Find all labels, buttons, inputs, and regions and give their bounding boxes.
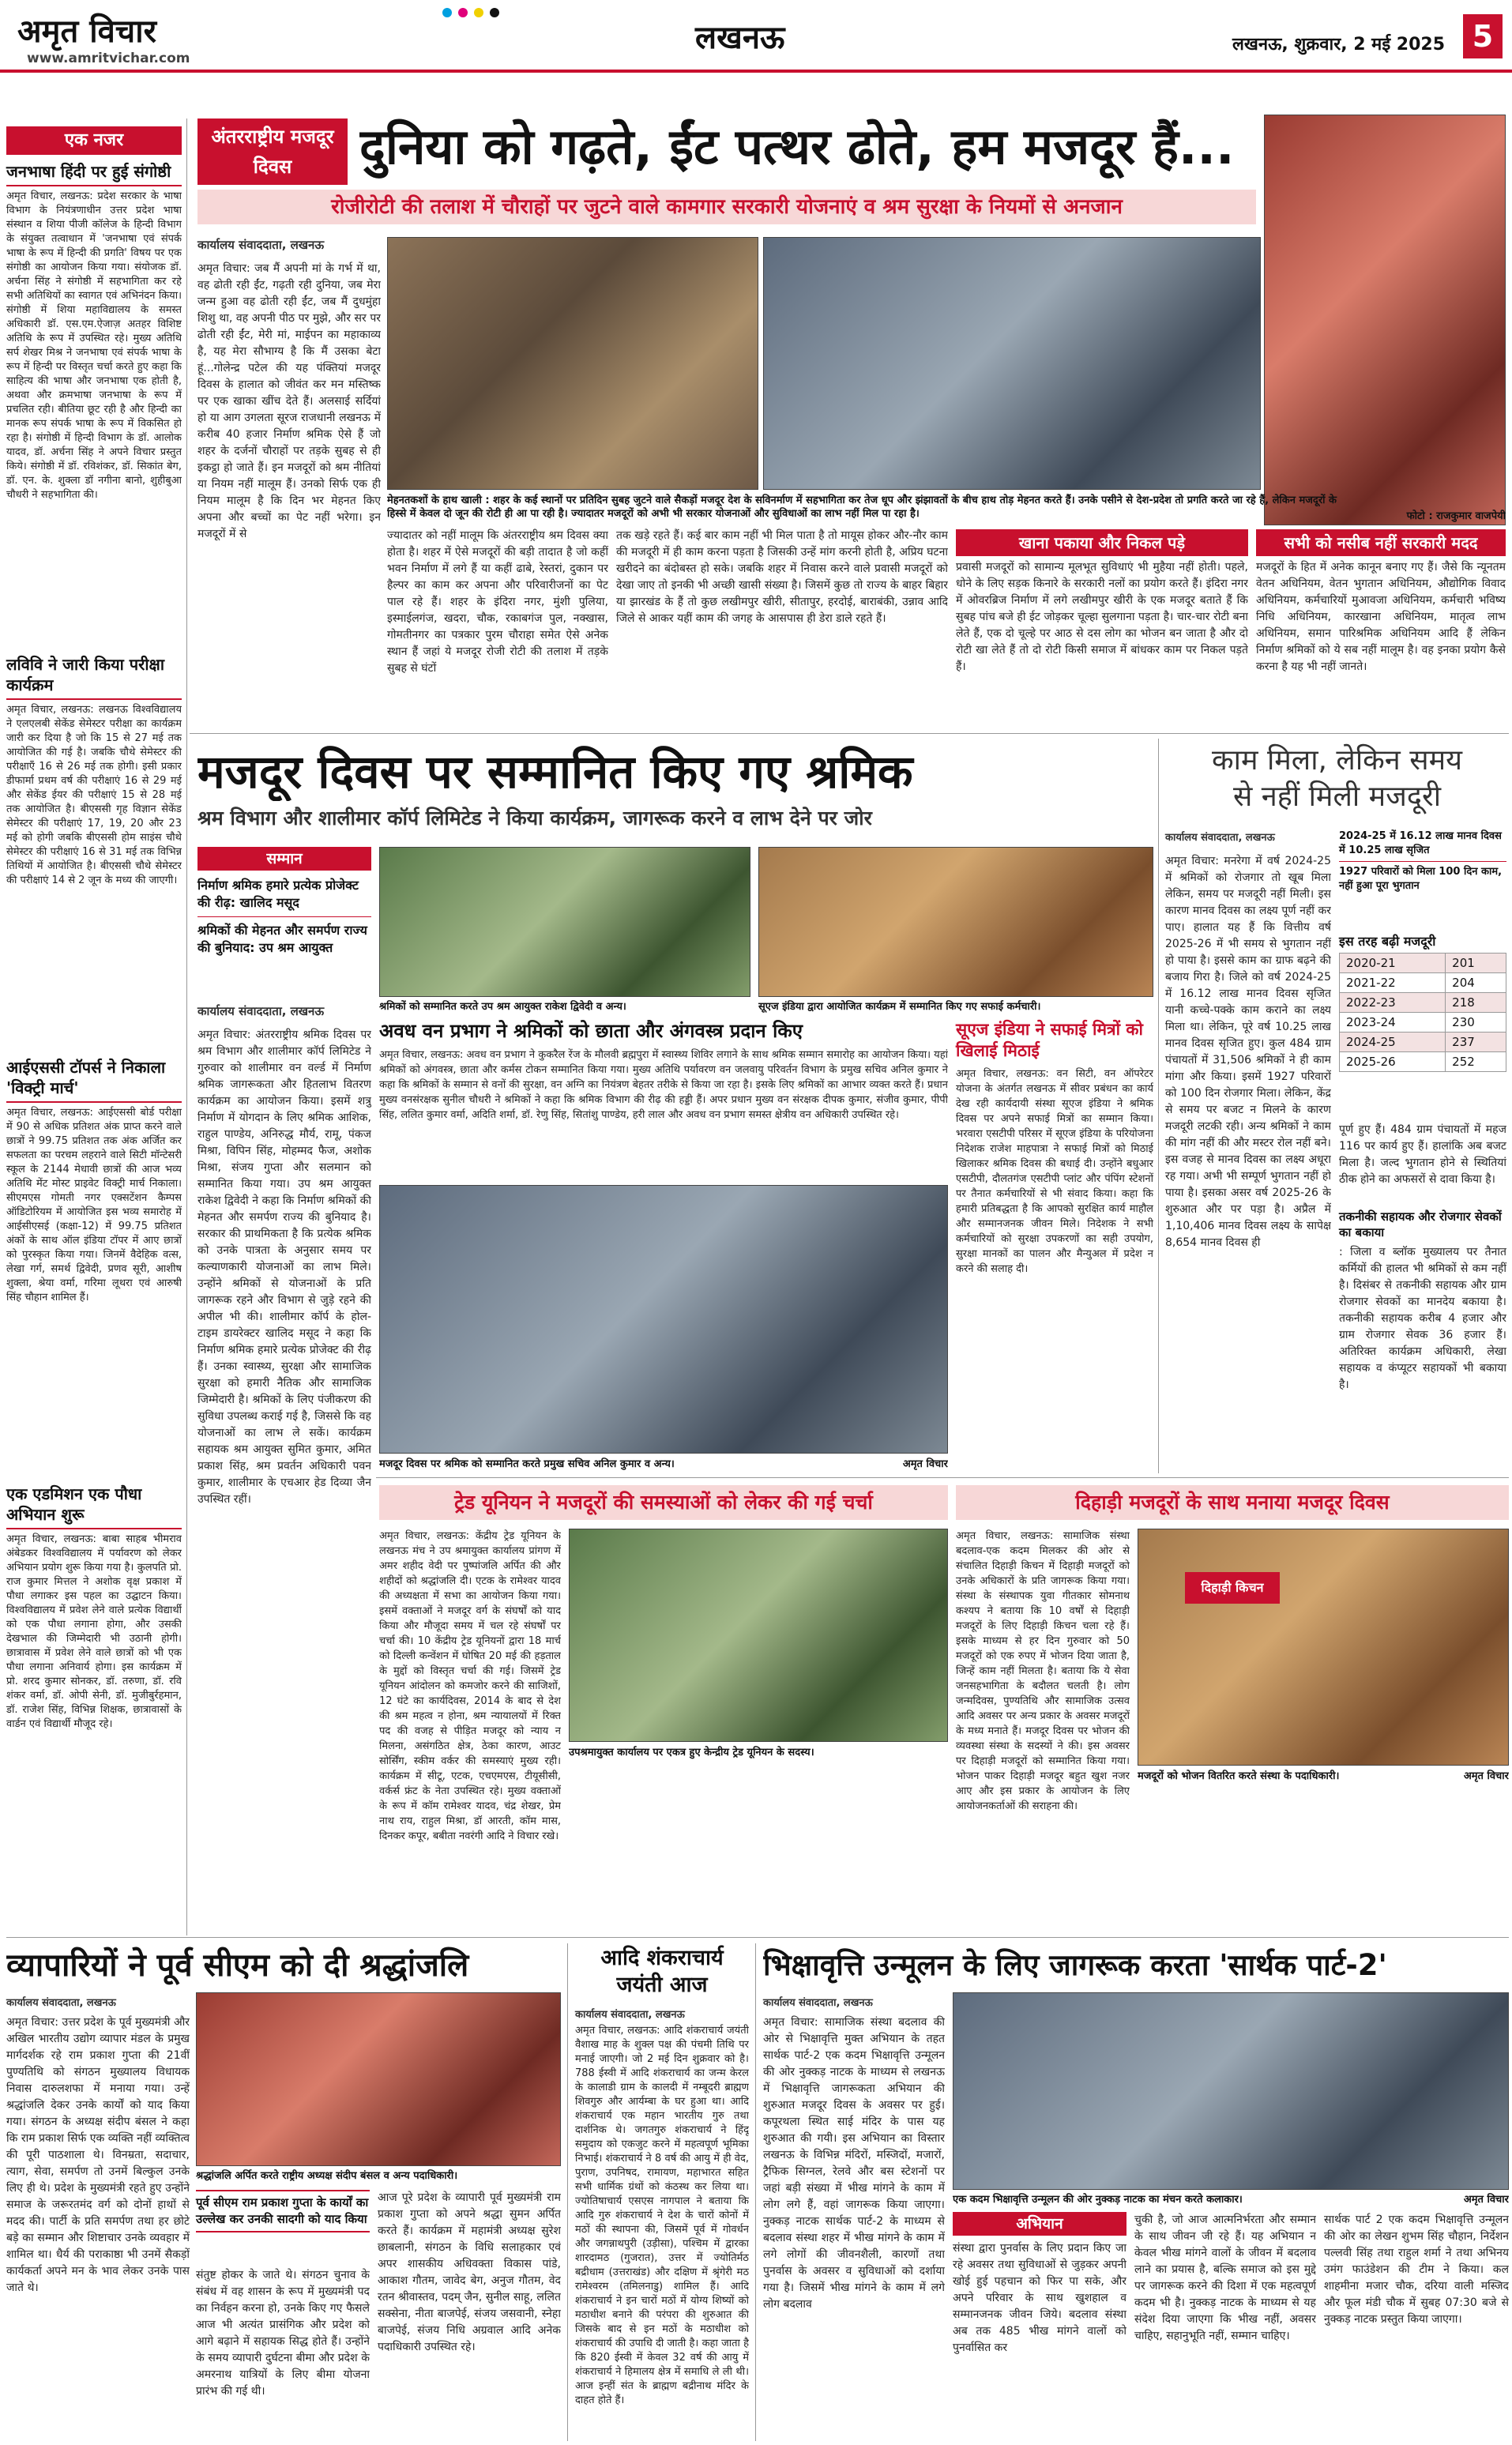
kaam-body: : जिला व ब्लॉक मुख्यालय पर तैनात कर्मियों की हालत भी श्रमिकों से कम नहीं है। दिसंबर से तकनीकी सहायक और ग्राम रोजगार सेवकों का मानदेय बकाया है। तकनीकी सहायक करीब 4 हजार और ग्राम रोजगार सेवक 36 हजार हैं। अतिरिक्त कार्यक्रम अधिकारी, लेखा सहायक व कंप्यूटर सहायकों भी बकाया है। [1339, 1246, 1506, 1391]
brief-title: लविवि ने जारी किया परीक्षा कार्यक्रम [6, 654, 182, 700]
vyapari-pull-quote: पूर्व सीएम राम प्रकाश गुप्ता के कार्यों का उल्लेख कर उनकी सादगी को याद किया [196, 2190, 370, 2232]
bhiksha-photo-street-play [953, 1992, 1509, 2190]
lead-body: ज्यादातर को नहीं मालूम कि अंतरराष्ट्रीय श्रम दिवस क्या होता है। शहर में ऐसे मजदूरों की बड़ी तादात है जो कहीं भवन निर्माण में लगे हैं या कहीं ढाबे, रेस्तरां, दुकान पर हैल्पर का काम कर अपना और परिवारीजनों का पेट पाल रहे हैं। शहर के इंदिरा नगर, मुंशी पुलिया, इस्माईलगंज, खदरा, चौक, रकाबगंज पुल, नक्खास, गोमतीनगर का पत्रकार पुरम चौराहा समेत ऐसे अनेक स्थान हैं जहां ये मजदूर रोजी रोटी की तलाश में तड़के सुबह से घंटों [387, 529, 608, 675]
registration-mark-icon [458, 8, 468, 17]
box-body: प्रवासी मजदूरों को सामान्य मूलभूत सुविधाएं भी मुहैया नहीं होती। पहले, धोने के लिए सड़क किनारे के सरकारी नलों का प्रयोग करते हैं। इंदिरा नगर में ओवरब्रिज निर्माण में लगे लखीमपुर खीरी के एक मजदूर बताते हैं कि सुबह पांच बजे ही ईट जोड़कर चूल्हा सुलगाना पड़ता है। चार-चार रोटी बना लेते हैं, एक दो चूल्हे पर आठ से दस लोग का भोजन बन जाता है और दो रोटी खा लेते हैं तो दो रोटी किसी समाज में बांधकर काम पर निकल पड़ते हैं। [956, 561, 1248, 673]
photo-credit: अमृत विचार [1463, 2194, 1509, 2206]
kaam-headline-line2: से नहीं मिली मजदूरी [1232, 781, 1442, 813]
bullet-item: 2024-25 में 16.12 लाख मानव दिवस में 10.25 लाख सृजित [1339, 829, 1506, 862]
lead-tag: अंतरराष्ट्रीय मजदूर दिवस [197, 118, 348, 185]
bhiksha-body: सार्थक पार्ट 2 एक कदम भिक्षावृत्ति उन्मूलन की ओर का लेखन शुभम सिंह चौहान, निर्देशन पल्लवी सिंह तथा राहुल शर्मा ने तथा अभिनय उमंग फाउंडेशन की टीम ने किया। कल शाहमीना मजार चौक, दरिया वाली मस्जिद और फूल मंडी चौक में सुबह 07:30 बजे से नुक्कड़ नाटक प्रस्तुत किया जाएगा। [1324, 2214, 1509, 2326]
brief-body: अमृत विचार, लखनऊ: बाबा साहब भीमराव अंबेडकर विश्वविद्यालय में पर्यावरण को लेकर अभियान प्रयोग शुरू किया गया है। कुलपति प्रो. राज कुमार मित्तल ने अशोक वृक्ष प्रकाश में पौधा लगाकर इस पहल का उद्घाटन किया। विश्वविद्यालय में प्रवेश लेने वाले प्रत्येक विद्यार्थी को एक पौधा लगाना होगा, और उसकी देखभाल की जिम्मेदारी भी उठानी होगी। छात्रावास में प्रवेश लेने वाले छात्रों को भी एक पौधा लगाना अनिवार्य होगा। इस कार्यक्रम में प्रो. शरद कुमार सोनकर, डॉ. तरुणा, डॉ. रवि शंकर वर्मा, डॉ. ओपी सेनी, डॉ. मुजीबुर्रहमान, डॉ. राजेश सिंह, विभिन्न शिक्षक, छात्रावासों के वार्डन एवं विद्यार्थी मौजूद रहे। [6, 1533, 182, 1730]
table-row: 2025-26 252 [1340, 1052, 1506, 1072]
table-row: 2023-24 230 [1340, 1013, 1506, 1033]
website-link[interactable]: www.amritvichar.com [27, 51, 190, 66]
vyapari-byline: कार्यालय संवाददाता, लखनऊ [6, 1997, 116, 2009]
photo-credit: अमृत विचार [902, 1458, 948, 1470]
kaam-subhead: तकनीकी सहायक और रोजगार सेवकों का बकाया [1339, 1209, 1502, 1239]
masthead [0, 0, 1512, 73]
bhiksha-byline: कार्यालय संवाददाता, लखनऊ [763, 1997, 873, 2009]
lead-body: अमृत विचार: जब मैं अपनी मां के गर्भ में था, वह ढोती रही ईंट, गढ़ती रही दुनिया, जब मेरा जन्म हुआ वह ढोती रही ईंट, जब मैं दुधमुंहा शिशु था, वह अपनी पीठ पर मुझे, और सर पर ढोती रही ईंट, मेरी मां, माईपन का महाकाव्य है, यह मेरा सौभाग्य है कि मैं उसका बेटा हूं...गोलेन्द्र पटेल की यह पंक्तियां मजदूर दिवस के हालात को जीवंत कर मन मस्तिष्क पर एक खाका खींच देते हैं। अलसाई सर्दियां हो या आग उगलता सूरज राजधानी लखनऊ में करीब 40 हजार निर्माण श्रमिक ऐसे हैं जो शहर के दर्जनों चौराहों पर तड़के सुबह से ही इकट्ठा हो जाते हैं। इन मजदूरों को श्रम नीतियां या नियम नहीं मालूम हैं। उनको सिर्फ एक ही नियम मालूम है कि दिन भर मेहनत किए अपना और बच्चों का पेट नहीं भरेगा। इन मजदूरों में से [197, 262, 381, 540]
section-divider [6, 1937, 1509, 1938]
vyapari-body: संतुष्ट होकर के जाते थे। संगठन चुनाव के संबंध में वह शासन के रूप में मुख्यमंत्री पद का निर्वहन करना हो, उनके किए गए फैसले आज भी अत्यंत प्रासंगिक और प्रदेश को आगे बढ़ाने में सहायक सिद्ध होते हैं। उन्होंने के समय व्यापारी दुर्घटना बीमा और प्रदेश के अमरनाथ यात्रियों के लिए बीमा योजना प्रारंभ की गई थी। [196, 2269, 370, 2398]
brief-title: जनभाषा हिंदी पर हुई संगोष्ठी [6, 161, 182, 186]
registration-mark-icon [490, 8, 499, 17]
sidebar-section-title: एक नजर [6, 126, 182, 155]
dihadi-photo-food [1138, 1529, 1509, 1766]
adi-body: अमृत विचार, लखनऊ: आदि शंकराचार्य जयंती वैशाख माह के शुक्ल पक्ष की पंचमी तिथि पर मनाई जाएगी। जो 2 मई दिन शुक्रवार को है। 788 ईस्वी में आदि शंकराचार्य का जन्म केरल के कालाडी ग्राम के कालदी में नम्बूदरी ब्राह्मण शिवगुरु और आर्यम्बा के घर हुआ था। आदि शंकराचार्य एक महान भारतीय गुरु तथा दार्शनिक थे। जगतगुरु शंकराचार्य ने हिंदू समुदाय को एकजुट करने में महत्वपूर्ण भूमिका निभाई। शंकराचार्य ने 8 वर्ष की आयु में ही वेद, पुराण, उपनिषद, रामायण, महाभारत सहित सभी धार्मिक ग्रंथों को कंठस्थ कर लिया था। ज्योतिषाचार्य एसएस नागपाल ने बताया कि आदि गुरु शंकराचार्य ने देश के चारों कोनों में मठों की स्थापना की, जिसमें पूर्व में गोवर्धन और जगन्नाथपुरी (उड़ीसा), पश्चिम में द्वारका शारदामठ (गुजरात), उत्तर में ज्योतिर्मठ बद्रीधाम (उत्तराखंड) और दक्षिण में श्रृंगेरी मठ रामेश्वरम (तमिलनाडु) शामिल हैं। आदि शंकराचार्य ने इन चारों मठों में योग्य शिष्यों को मठाधीश बनाने की परंपरा की शुरुआत की जिसके बाद से इन मठों के मठाधीश को शंकराचार्य की उपाधि दी जाती है। कहा जाता है कि 820 ईस्वी में केवल 32 वर्ष की आयु में शंकराचार्य ने हिमालय क्षेत्र में समाधि ले ली थी। आज इन्हीं संत के ब्राह्मण बद्रीनाथ मंदिर के दाहत होते हैं। [575, 2025, 749, 2406]
kaam-headline-line1: काम मिला, लेकिन समय [1212, 744, 1462, 777]
column-divider [755, 1943, 756, 2441]
wage-table-grid [1339, 953, 1506, 1072]
photo-caption: मजदूरों को भोजन वितरित करते संस्था के पदाधिकारी। [1138, 1770, 1340, 1782]
suez-headline: सूएज इंडिया ने सफाई मित्रों को खिलाई मिठाई [956, 1020, 1143, 1060]
second-body: अमृत विचार: अंतरराष्ट्रीय श्रमिक दिवस पर श्रम विभाग और शालीमार कॉर्प लिमिटेड ने गुरुवार को शालीमार वन वर्ल्ड में निर्माण श्रमिक जागरूकता और हितलाभ वितरण कार्यक्रम का आयोजन किया। इसमें शत्रु निर्माण में योगदान के लिए श्रमिक आशिक, राहुल पाण्डेय, अनिरुद्ध मौर्य, रामू, पंकज मिश्रा, विपिन सिंह, मोहम्मद फैज, अशोक मिश्रा, संजय गुप्ता और सलमान को सम्मानित किया गया। उप श्रम आयुक्त राकेश द्विवेदी ने कहा कि निर्माण श्रमिकों की मेहनत और समर्पण राज्य की बुनियाद है। सरकार की प्राथमिकता है कि प्रत्येक श्रमिक को उनके पात्रता के अनुसार समय पर कल्याणकारी योजनाओं का लाभ मिले। उन्होंने श्रमिकों से योजनाओं के प्रति जागरूक रहने और विभाग से जुड़े रहने की अपील भी की। शालीमार कॉर्प के होल-टाइम डायरेक्टर खालिद मसूद ने कहा कि निर्माण श्रमिक हमारे प्रत्येक प्रोजेक्ट की रीढ़ हैं। उनका स्वास्थ्य, सुरक्षा और सामाजिक सुरक्षा को हमारी नैतिक और सामाजिक जिम्मेदारी है। श्रमिकों के लिए पंजीकरण की सुविधा उपलब्ध कराई गई है, जिससे कि वह योजनाओं का लाभ ले सकें। कार्यक्रम सहायक श्रम आयुक्त सुमित कुमार, अमित प्रकाश सिंह, श्रम प्रवर्तन अधिकारी पवन कुमार, शालीमार के एचआर हेड दिव्या जैन उपस्थित रहीं। [197, 1029, 371, 1506]
newspaper-logo: अमृत विचार [17, 13, 156, 50]
table-row: 2022-23 218 [1340, 993, 1506, 1013]
trade-body: अमृत विचार, लखनऊ: केंद्रीय ट्रेड यूनियन के लखनऊ मंच ने उप श्रमायुक्त कार्यालय प्रांगण में अमर शहीद वेदी पर पुष्पांजलि अर्पित की और शहीदों को श्रद्धांजलि दी। एटक के रामेश्वर यादव की अध्यक्षता में सभा का आयोजन किया गया। इसमें वक्ताओं ने मजदूर वर्ग के संघर्षों को याद किया और मौजूदा समय में चल रहे संघर्षों पर चर्चा की। 10 केंद्रीय ट्रेड यूनियनों द्वारा 18 मार्च को दिल्ली कन्वेंशन में घोषित 20 मई की हड़ताल के मुद्दों को विस्तृत चर्चा की गई। जिसमें ट्रेड यूनियन आंदोलन को कमजोर करने की साजिशों, 12 घंटे का कार्यदिवस, 2014 के बाद से देश की श्रम महत्व न होना, श्रम न्यायालयों में रिक्त पद की वजह से पीड़ित मजदूर को न्याय न मिलना, असंगठित क्षेत्र, ठेका कारण, आउट सोर्सिंग, स्कीम वर्कर की समस्याएं मुख्य रही। कार्यक्रम में सीटू, एटक, एचएमएस, टीयूसीसी, वर्कर्स फ्रंट के नेता उपस्थित रहे। मुख्य वक्ताओं के रूप में कॉम रामेश्वर यादव, चंद्र शेखर, प्रेम नाथ राय, राहुल मिश्रा, डॉ आरती, कॉम मास, दिनकर कपूर, बबीता नवरंगी आदि ने विचार रखे। [379, 1530, 561, 1842]
photo-credit: फोटो : राजकुमार वाजपेयी [1406, 510, 1506, 522]
dihadi-body: अमृत विचार, लखनऊ: सामाजिक संस्था बदलाव-एक कदम मिलकर की ओर से संचालित दिहाड़ी किचन में दिहाड़ी मजदूरों को उनके अधिकारों के प्रति जागरूक किया गया। संस्था के संस्थापक युवा गीतकार सोमनाथ कश्यप ने बताया कि 10 वर्षों से दिहाड़ी मजदूरों के लिए दिहाड़ी किचन चला रहे हैं। इसके माध्यम से हर दिन गुरुवार को 50 मजदूरों को एक रुपए में भोजन दिया जाता है, जिन्हें काम नहीं मिलता है। बताया कि ये सेवा जनसहभागिता के बदौलत चलती है। लोग जन्मदिवस, पुण्यतिथि और सामाजिक उत्सव आदि अवसर पर अन्य प्रकार के अवसर मजदूरों के मध्य मनाते हैं। मजदूर दिवस पर भोजन की व्यवस्था संस्था के सदस्यों ने की। इस अवसर पर दिहाड़ी मजदूरों को सम्मानित किया गया। भोजन पाकर दिहाड़ी मजदूर बहुत खुश नजर आए और इस प्रकार के आयोजन के लिए आयोजनकर्ताओं की सराहना की। [956, 1530, 1130, 1812]
campaign-label: अभियान [953, 2212, 1126, 2236]
left-sidebar [6, 126, 182, 1935]
edition-city: लखनऊ [695, 20, 785, 56]
section-divider [190, 733, 1509, 734]
lead-photo-brick-worker [1264, 115, 1506, 525]
lead-body: तक खड़े रहते हैं। कई बार काम नहीं भी मिल पाता है तो मायूस होकर और-नौर काम की मजदूरी में ही काम करना पड़ता है जिसकी उन्हें मांग करनी होती है, अप्रिय घटना खरीदने का बंदोबस्त हो सके। जबकि शहर में निवास करने वाले प्रवासी मजदूरों को देखा जाए तो इनकी भी अच्छी खासी संख्या है। जिसमें कुछ तो राज्य के बाहर बिहार या झारखंड के हैं तो कुछ लखीमपुर खीरी, सीतापुर, हरदोई, बाराबंकी, उन्नाव आदि जिले से आकर यहीं काम की जगह के आसपास ही डेरा डाले रहते हैं। [616, 529, 948, 625]
photo-credit: अमृत विचार [1463, 1770, 1509, 1782]
photo-caption: मजदूर दिवस पर श्रमिक को सम्मानित करते प्रमुख सचिव अनिल कुमार व अन्य। [379, 1458, 675, 1470]
lead-byline: कार्यालय संवाददाता, लखनऊ [197, 238, 325, 252]
honour-label: सम्मान [197, 847, 371, 871]
wage-table-title: इस तरह बढ़ी मजदूरी [1339, 934, 1436, 949]
bullet-item: निर्माण श्रमिक हमारे प्रत्येक प्रोजेक्ट की रीढ़: खालिद मसूद [197, 877, 371, 917]
brief-body: अमृत विचार, लखनऊ: लखनऊ विश्वविद्यालय ने एलएलबी सेकेंड सेमेस्टर परीक्षा का कार्यक्रम जारी कर दिया है जो कि 15 से 27 मई तक आयोजित की गई है। जबकि चौथे सेमेस्टर की परीक्षाएँ 16 से 26 मई तक होगी। इसी प्रकार डीफार्मा प्रथम वर्ष की परीक्षाएं 16 से 29 मई और सेकेंड ईयर की परीक्षाएं 15 से 28 मई तक आयोजित है। बीएससी गृह विज्ञान सेकेंड सेमेस्टर की परीक्षाएं 17, 19, 20 और 23 मई को होगी जबकि बीएससी होम साइंस चौथे सेमेस्टर की परीक्षाएं 16 से 31 मई तक विभिन्न तिथियों में आयोजित है। बीएससी चौथे सेमेस्टर की परीक्षाएं 14 से 2 जून के मध्य की जाएगी। [6, 704, 182, 886]
table-row: 2020-21 201 [1340, 954, 1506, 973]
avadh-body: अमृत विचार, लखनऊ: अवध वन प्रभाग ने कुकरैल रेंज के मौलवी ब्रह्मपुरा में स्वास्थ्य शिविर लगाने के साथ श्रमिक सम्मान समारोह का आयोजन किया। यहां श्रमिकों को अंगवस्त्र, छाता और कर्मस टोकन सम्मानित किया गया। मुख्य अतिथि पर्यावरण वन जलवायु परिवर्तन विभाग के प्रमुख सचिव अनिल कुमार ने कहा कि श्रमिकों के सम्मान से वनों की सुरक्षा, वन अग्नि का नियंत्रण बेहतर तरीके से किया जा रहा है। इसके लिए श्रमिकों का आभार व्यक्त करते हैं। प्रधान मुख्य वनसंरक्षक सुनील चौधरी ने श्रमिकों ने कहा कि श्रमिक विभाग की रीढ़ की हड्डी हैं। अपर प्रधान मुख्य वन संरक्षक दीपक कुमार, संजीव कुमार, पीपी सिंह, ललित कुमार वर्मा, अदिति शर्मा, डॉ. रेणु सिंह, सितांशु पाण्डेय, हरी लाल और अवध वन प्रभाग समस्त क्षेत्रीय वन अधिकारी उपस्थित रहे। [379, 1049, 948, 1121]
lead-headline: दुनिया को गढ़ते, ईंट पत्थर ढोते, हम मजदूर हैं... [359, 118, 1235, 175]
trade-headline: ट्रेड यूनियन ने मजदूरों की समस्याओं को लेकर की गई चर्चा [379, 1485, 948, 1520]
box-title: सभी को नसीब नहीं सरकारी मदद [1256, 529, 1506, 556]
avadh-photo-ceremony [379, 1185, 948, 1454]
second-subheadline: श्रम विभाग और शालीमार कॉर्प लिमिटेड ने किया कार्यक्रम, जागरूक करने व लाभ देने पर जोर [197, 807, 872, 829]
second-byline: कार्यालय संवाददाता, लखनऊ [197, 1004, 325, 1018]
vyapari-photo-tribute [196, 1992, 561, 2166]
registration-mark-icon [474, 8, 483, 17]
dihadi-headline: दिहाड़ी मजदूरों के साथ मनाया मजदूर दिवस [956, 1485, 1509, 1520]
photo-caption: श्रद्धांजलि अर्पित करते राष्ट्रीय अध्यक्ष संदीप बंसल व अन्य पदाधिकारी। [196, 2170, 458, 2182]
adi-byline: कार्यालय संवाददाता, लखनऊ [575, 2009, 685, 2021]
vyapari-body: अमृत विचार: उत्तर प्रदेश के पूर्व मुख्यमंत्री और अखिल भारतीय उद्योग व्यापार मंडल के प्रमुख मार्गदर्शक रहे राम प्रकाश गुप्ता की 21वीं पुण्यतिथि को संगठन मुख्यालय विधायक निवास दारुलशफा में मनाया गया। उन्हें श्रद्धांजलि देकर उनके कार्यों को याद किया गया। संगठन के अध्यक्ष संदीप बंसल ने कहा कि राम प्रकाश सिर्फ एक व्यक्ति नहीं व्यक्तित्व की पूरी पाठशाला थे। विनम्रता, सदाचार, त्याग, सेवा, समर्पण तो उनमें बिल्कुल उनके लिए ही थे। प्रदेश के मुख्यमंत्री रहते हुए उन्होंने समाज के जरूरतमंद वर्ग को दोनों हाथों से मदद की। पार्टी के प्रति समर्पण तथा हर छोटे बड़े का सम्मान और शिष्टाचार उनके व्यवहार में शामिल था। धैर्य की पराकाष्ठा भी उनमें सैकड़ों कार्यकर्ता अपने मन के भाव लेकर उनके पास जाते थे। [6, 2016, 190, 2294]
brief-title: एक एडमिशन एक पौधा अभियान शुरू [6, 1484, 182, 1529]
bhiksha-body: अमृत विचार: सामाजिक संस्था बदलाव की ओर से भिक्षावृत्ति मुक्त अभियान के तहत सार्थक पार्ट-2 एक कदम भिक्षावृत्ति उन्मूलन की ओर नुक्कड़ नाटक के माध्यम से लखनऊ में भिक्षावृत्ति जागरूकता अभियान की शुरुआत मजदूर दिवस के अवसर पर हुई। कपूरथला स्थित साई मंदिर के पास यह शुरुआत की गयी। इस अभियान का विस्तार लखनऊ के विभिन्न मंदिरों, मस्जिदों, मजारों, ट्रैफिक सिग्नल, रेलवे और बस स्टेशनों पर जहां बड़ी संख्या में भीख मांगने के काम में लोग लगे हैं, वहां जागरूक किया जाएगा। नुक्कड़ नाटक सार्थक पार्ट-2 के माध्यम से बदलाव संस्था शहर में भीख मांगने के काम में लगे लोगों की जीवनशैली, कारणों तथा पुनर्वास के अवसर व सुविधाओं को दर्शाया गया है। जिसमें भीख मांगने के काम में लगे लोग बदलाव [763, 2016, 945, 2311]
issue-date: लखनऊ, शुक्रवार, 2 मई 2025 [1232, 35, 1446, 55]
bullet-item: श्रमिकों की मेहनत और समर्पण राज्य की बुनियाद: उप श्रम आयुक्त [197, 923, 367, 955]
page-number: 5 [1463, 14, 1503, 58]
registration-mark-icon [442, 8, 452, 17]
photo-caption: सूएज इंडिया द्वारा आयोजित कार्यक्रम में सम्मानित किए गए सफाई कर्मचारी। [758, 1001, 1041, 1013]
box-body: मजदूरों के हित में अनेक कानून बनाए गए हैं। जैसे कि न्यूनतम वेतन अधिनियम, वेतन भुगतान अधिनियम, औद्योगिक विवाद अधिनियम, कर्मचारियों मुआवजा अधिनियम, कर्मचारी भविष्य निधि अधिनियम, कारखाना अधिनियम, मातृत्व लाभ अधिनियम, समान पारिश्रमिक अधिनियम आदि हैं लेकिन निर्माण श्रमिकों को ये सब नहीं मालूम है। वह इनका प्रयोग कैसे करना है यह भी नहीं जानते। [1256, 561, 1506, 673]
second-headline: मजदूर दिवस पर सम्मानित किए गए श्रमिक [197, 745, 913, 799]
kaam-bullets [1339, 829, 1506, 893]
kaam-body: पूर्ण हुए हैं। 484 ग्राम पंचायतों में महज 116 पर कार्य हुए हैं। हालांकि अब बजट मिला है। जल्द भुगतान होने से स्थितियां ठीक होने का अफसरों से दावा किया है। [1339, 1123, 1506, 1186]
trade-photo-union [569, 1529, 948, 1742]
brief-title: आईएससी टॉपर्स ने निकाला 'विक्ट्री मार्च' [6, 1057, 182, 1103]
box-title: खाना पकाया और निकल पड़े [956, 529, 1248, 556]
vyapari-body: आज पूरे प्रदेश के व्यापारी पूर्व मुख्यमंत्री राम प्रकाश गुप्ता को अपने श्रद्धा सुमन अर्पित करते हैं। कार्यक्रम में महामंत्री अध्यक्ष सुरेश छाबलानी, संगठन के विधि सलाहकार एवं अपर शासकीय अधिवक्ता विकास पांडे, आकाश गौतम, जावेद बेग, अनुज गौतम, वेद रतन श्रीवास्तव, पदम् जैन, सुनील साहू, ललित सक्सेना, नीता बाजपेई, संजय जसवानी, स्नेहा बाजपेई, संजय निधि अग्रवाल आदि अनेक पदाधिकारी उपस्थित रहे। [378, 2191, 561, 2353]
trade-body-continued [569, 1763, 948, 1921]
column-divider [186, 118, 187, 1935]
second-photo-suez-staff [758, 847, 1153, 997]
photo-caption: श्रमिकों को सम्मानित करते उप श्रम आयुक्त राकेश द्विवेदी व अन्य। [379, 1001, 626, 1013]
suez-body: अमृत विचार, लखनऊ: वन सिटी, वन ऑपरेटर योजना के अंतर्गत लखनऊ में सीवर प्रबंधन का कार्य देख रही कार्यदायी संस्था सूएज इंडिया ने श्रमिक दिवस पर अपने सफाई मित्रों का सम्मान किया। भरवारा एसटीपी परिसर में सूएज इंडिया के परियोजना निदेशक राजेश माहपात्रा ने सफाई मित्रों को मिठाई खिलाकर श्रमिक दिवस की बधाई दी। उन्होंने बधुआर एसटीपी, दौलतगंज एसटीपी प्लांट और पंपिंग स्टेशनों पर तैनात कर्मचारियों से भी संवाद किया। कहा कि हमारी प्रतिबद्धता है कि आपको सुरक्षित कार्य माहौल और सम्मानजनक जीवन मिले। निदेशक ने सभी कर्मचारियों को सुरक्षा उपकरणों का सही उपयोग, सुरक्षा मानकों का पालन और मैन्युअल में प्रदेश न करने की सलाह दी। [956, 1068, 1153, 1275]
bhiksha-body: संस्था द्वारा पुनर्वास के लिए प्रदान किए जा रहे अवसर तथा सुविधाओं से जुड़कर अपनी खोई हुई पहचान को फिर पा सके, और अपने परिवार के साथ खुशहाल व सम्मानजनक जीवन जिये। बदलाव संस्था अब तक 485 भीख मांगने वालों को पुनर्वासित कर [953, 2242, 1126, 2354]
bhiksha-body: चुकी है, जो आज आत्मनिर्भरता और सम्मान के साथ जीवन जी रहे हैं। यह अभियान न केवल भीख मांगने वालों के जीवन में बदलाव लाने का प्रयास है, बल्कि समाज को इस मुद्दे पर जागरूक करने की दिशा में एक महत्वपूर्ण कदम भी है। नुक्कड़ नाटक के माध्यम से यह संदेश दिया जाएगा कि भीख नहीं, अवसर चाहिए, सहानुभूति नहीं, सम्मान चाहिए। [1134, 2214, 1316, 2342]
column-divider [567, 1943, 568, 2441]
adi-headline: आदि शंकराचार्य जयंती आज [600, 1946, 724, 1997]
avadh-headline: अवध वन प्रभाग ने श्रमिकों को छाता और अंगवस्त्र प्रदान किए [379, 1020, 803, 1042]
bhiksha-headline: भिक्षावृत्ति उन्मूलन के लिए जागरूक करता 'सार्थक पार्ट-2' [763, 1948, 1387, 1982]
table-row: 2024-25 237 [1340, 1033, 1506, 1052]
lead-subheadline: रोजीरोटी की तलाश में चौराहों पर जुटने वाले कामगार सरकारी योजनाएं व श्रम सुरक्षा के नियमों से अनजान [197, 190, 1256, 224]
lead-photo-caption: मेहनतकशों के हाथ खाली : शहर के कई स्थानों पर प्रतिदिन सुबह जुटने वाले सैकड़ों मजदूर देश के सविनर्माण में सहभागिता कर तेज धूप और झंझावतों के बीच हाथ तोड़ मेहनत करते हैं। उनके पसीने से देश-प्रदेश तो प्रगति करते जा रहे हैं, लेकिन मजदूरों के हिस्से में केवल दो जून की रोटी ही आ पा रही है। ज्यादातर मजदूरों को अभी भी सरकार योजनाओं और सुविधाओं का लाभ नहीं मिल पा रहा है। [387, 495, 1337, 520]
lead-photo-construction [387, 237, 758, 490]
bullet-item: 1927 परिवारों को मिला 100 दिन काम, नहीं हुआ पूरा भुगतान [1339, 866, 1503, 892]
wage-table [1339, 932, 1506, 1072]
brief-body: अमृत विचार, लखनऊ: प्रदेश सरकार के भाषा विभाग के नियंत्रणाधीन उत्तर प्रदेश भाषा संस्थान व शिया पीजी कॉलेज के हिन्दी विभाग के संयुक्त तत्वाधान में 'जनभाषा एवं संपर्क भाषा के रूप में हिन्दी की प्रगति' विषय पर एक संगोष्ठी का आयोजन किया गया। संयोजक डॉ. अर्चना सिंह ने संगोष्ठी में सहभागिता कर रहे सभी अतिथियों का स्वागत एवं अभिनंदन किया। संगोष्ठी में शिया महाविद्यालय के समस्त अधिकारी डॉ. एस.एम.ऐजाज़ अतहर विशिष्ट अतिथि के रूप में उपस्थित रहे। मुख्य अतिथि सर्प शेखर मिश्र ने जनभाषा एवं संपर्क भाषा के रूप में हिन्दी पर विस्तृत चर्चा करते हुए कहा कि साहित्य की भाषा और जनभाषा एक होती है, अथवा और क्रमभाषा जनभाषा के रूप में प्रचलित रही। बीतिया छूट रही है और हिन्दी का मानक रूप संपर्क भाषा के रूप में विकसित हो रहा है। संगोष्ठी में हिन्दी विभाग के डॉ. आलोक यादव, डॉ. अर्चना सिंह ने अपने विचार प्रस्तुत किये। संगोष्ठी में डॉ. रविशंकर, डॉ. सिकांत बेग, डॉ. एन. के. शुक्ला डॉ नगीना बानो, शुहीबुआ चौधरी ने सहभागिता की। [6, 190, 182, 501]
brief-body: अमृत विचार, लखनऊ: आईएससी बोर्ड परीक्षा में 90 से अधिक प्रतिशत अंक प्राप्त करने वाले छात्रों ने 99.75 प्रतिशत तक अंक अर्जित कर सफलता का परचम लहराने वाले सिटी मॉन्टेसरी स्कूल के 2144 मेधावी छात्रों की आज भव्य अतिथि मेंट मोस्ट प्राइवेट विक्ट्री मार्च निकाला। सीएमएस गोमती नगर एक्सटेंशन कैम्पस ऑडिटोरियम में आयोजित इस भव्य समारोह में आईसीएसई (कक्षा-12) में 99.75 प्रतिशत अंकों के साथ ऑल इंडिया टॉपर में आए छात्रों को पुरस्कृत किया गया। जिनमें वैदेहिक वत्स, लेखा गर्ग, समर्थ द्विवेदी, प्रणव सूरी, आशीष शुक्ला, श्रेया वर्मा, गरिमा लूथरा एवं आरुषी सिंह चौहान शामिल हैं। [6, 1107, 182, 1303]
table-row: 2021-22 204 [1340, 973, 1506, 993]
second-body-continued [197, 1027, 371, 1028]
photo-caption: एक कदम भिक्षावृत्ति उन्मूलन की ओर नुक्कड़ नाटक का मंचन करते कलाकार। [953, 2194, 1243, 2206]
photo-caption: उपश्रमायुक्त कार्यालय पर एकत्र हुए केन्द्रीय ट्रेड यूनियन के सदस्य। [569, 1747, 814, 1759]
kaam-body: अमृत विचार: मनरेगा में वर्ष 2024-25 में श्रमिकों को रोजगार तो खूब मिला लेकिन, समय पर मजदूरी नहीं मिली। इस कारण मानव दिवस का लक्ष्य पूर्ण नहीं कर पाए। हालात यह हैं कि वित्तीय वर्ष 2025-26 में भी समय से भुगतान नहीं हो पाया है। इससे काम का ग्राफ बढ़ने की बजाय गिरा है। जिले को वर्ष 2024-25 में 16.12 लाख मानव दिवस सृजित यानी कच्चे-पक्के काम कराने का लक्ष्य मिला था। लेकिन, पूरे वर्ष 10.25 लाख मानव दिवस सृजित हुए। कुल 484 ग्राम पंचायतों में 31,506 श्रमिकों ने ही काम मांगा और किया। इसमें 1927 परिवारों को 100 दिन रोजगार मिला। लेकिन, केंद्र से समय पर बजट न मिलने के कारण मजदूरी लटकी रही। अन्य श्रमिकों ने काम की मांग नहीं की और मस्टर रोल नहीं बने। इस वजह से मानव दिवस का लक्ष्य अधूरा रह गया। अभी भी सम्पूर्ण भुगतान नहीं हो पाया है। इसका असर वर्ष 2025-26 के शुरुआत और पर पड़ा है। अप्रैल में 1,10,406 मानव दिवस लक्ष्य के सापेक्ष 8,654 मानव दिवस ही [1165, 855, 1331, 1249]
kaam-headline [1165, 743, 1509, 815]
vyapari-headline: व्यापारियों ने पूर्व सीएम को दी श्रद्धांजलि [6, 1947, 469, 1984]
kaam-byline: कार्यालय संवाददाता, लखनऊ [1165, 832, 1275, 844]
bullet-quote [197, 877, 371, 957]
section-divider [376, 1477, 1509, 1478]
kitchen-sign: दिहाड़ी किचन [1185, 1572, 1280, 1604]
lead-photo-labour-crowd [763, 237, 1261, 490]
second-photo-honoured-workers [379, 847, 750, 997]
column-divider [1158, 739, 1159, 1473]
